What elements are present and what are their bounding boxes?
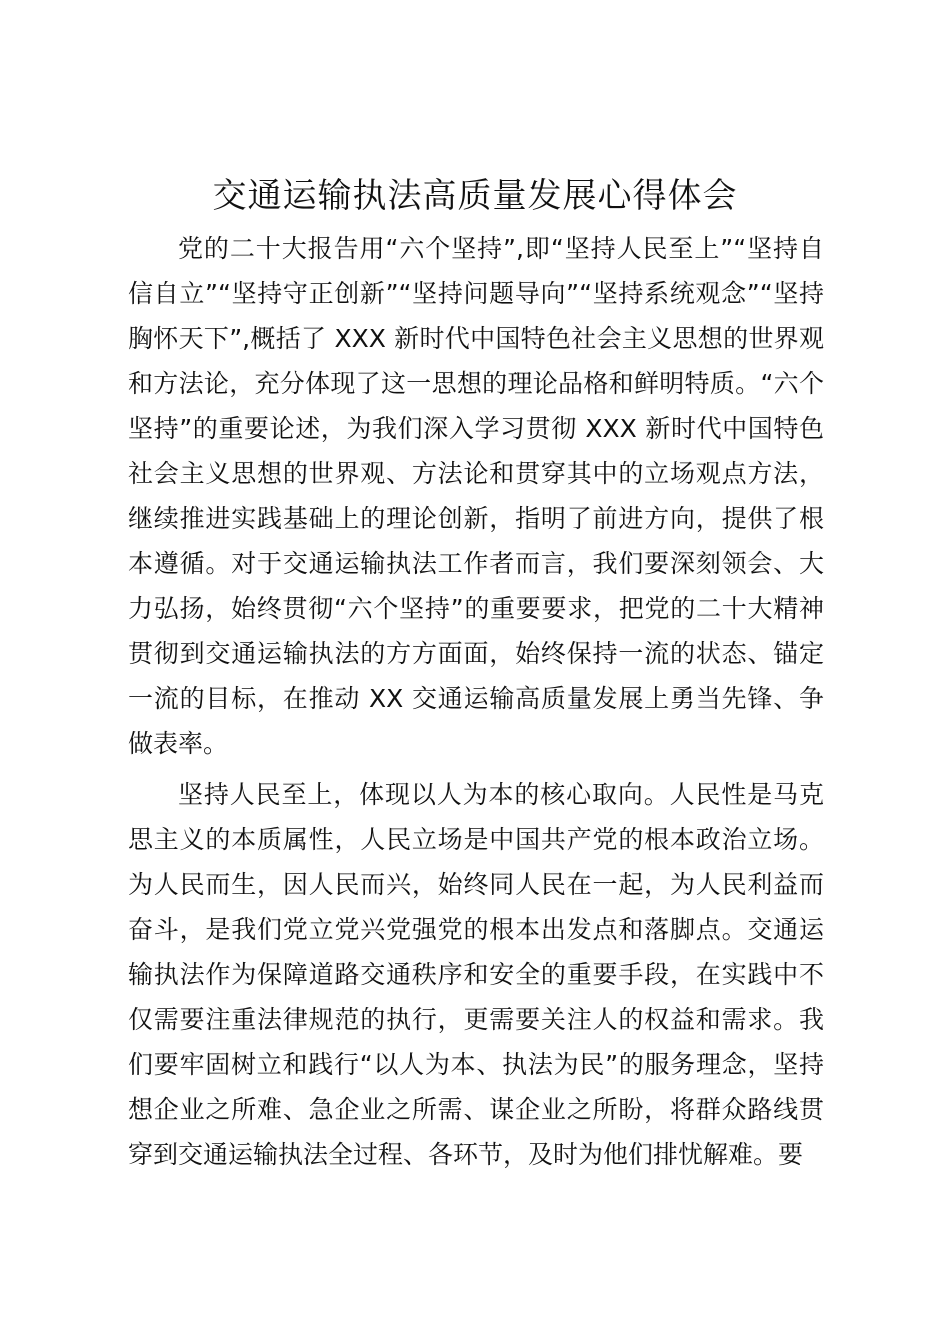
document-body — [128, 226, 824, 1183]
paragraph-1: 党的二十大报告用“六个坚持”,即“坚持人民至上”“坚持自信自立”“坚持守正创新”“坚持问题导向”“坚持系统观念”“坚持胸怀天下”,概括了 XXX 新时代中国特色社会主义思想的世界观和方法论，充分体现了这一思想的理论品格和鲜明特质。“六个坚持”的重要论述，为我们深入学习贯彻 XXX 新时代中国特色社会主义思想的世界观、方法论和贯穿其中的立场观点方法，继续推进实践基础上的理论创新，指明了前进方向，提供了根本遵循。对于交通运输执法工作者而言，我们要深刻领会、大力弘扬，始终贯彻“六个坚持”的重要要求，把党的二十大精神贯彻到交通运输执法的方方面面，始终保持一流的状态、锚定一流的目标，在推动 XX 交通运输高质量发展上勇当先锋、争做表率。 — [128, 234, 824, 758]
paragraph-2: 坚持人民至上，体现以人为本的核心取向。人民性是马克思主义的本质属性，人民立场是中国共产党的根本政治立场。为人民而生，因人民而兴，始终同人民在一起，为人民利益而奋斗，是我们党立党兴党强党的根本出发点和落脚点。交通运输执法作为保障道路交通秩序和安全的重要手段，在实践中不仅需要注重法律规范的执行，更需要关注人的权益和需求。我们要牢固树立和践行“以人为本、执法为民”的服务理念，坚持想企业之所难、急企业之所需、谋企业之所盼，将群众路线贯穿到交通运输执法全过程、各环节，及时为他们排忧解难。要 — [128, 780, 824, 1169]
document-title: 交通运输执法高质量发展心得体会 — [212, 176, 738, 216]
